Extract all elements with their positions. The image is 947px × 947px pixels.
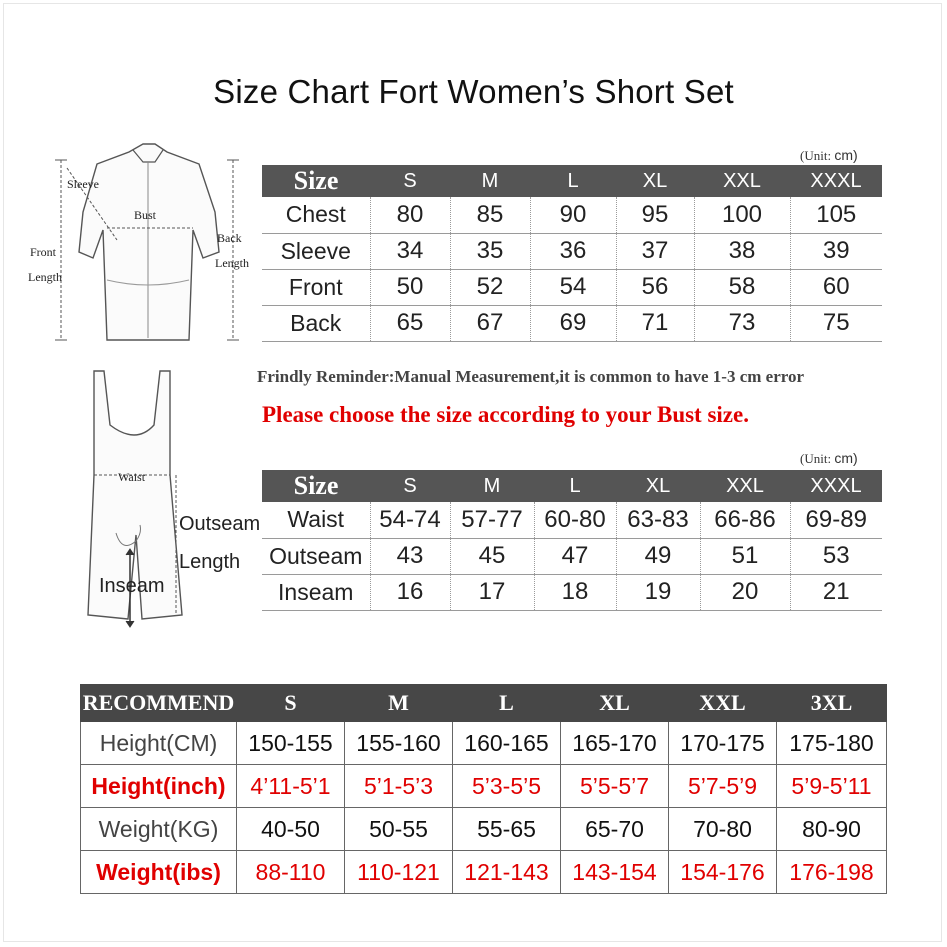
size-column-header: XXL <box>669 685 777 722</box>
table-row <box>262 538 882 574</box>
row-label: Outseam <box>262 538 370 574</box>
recommend-cell: 121-143 <box>453 851 561 894</box>
recommend-table <box>80 684 887 894</box>
table-cell: 16 <box>370 574 450 610</box>
size-column-header: XXL <box>694 165 790 197</box>
size-column-header: L <box>534 470 616 502</box>
size-column-header: M <box>345 685 453 722</box>
recommend-row-label: Height(inch) <box>81 765 237 808</box>
row-label: Inseam <box>262 574 370 610</box>
recommend-row <box>81 765 887 808</box>
jersey-size-table <box>262 165 882 342</box>
recommend-table-body <box>81 685 887 894</box>
table-cell: 60-80 <box>534 502 616 538</box>
back-length-label-1: Back <box>217 231 242 245</box>
table-cell: 105 <box>790 197 882 233</box>
recommend-header-cell: RECOMMEND <box>81 685 237 722</box>
shorts-size-table-body <box>262 470 882 610</box>
recommend-header-row <box>81 685 887 722</box>
page-title: Size Chart Fort Women’s Short Set <box>213 73 734 110</box>
recommend-row <box>81 851 887 894</box>
recommend-cell: 110-121 <box>345 851 453 894</box>
row-label: Chest <box>262 197 370 233</box>
table-cell: 39 <box>790 233 882 269</box>
row-label: Sleeve <box>262 233 370 269</box>
recommend-cell: 5’5-5’7 <box>561 765 669 808</box>
shorts-size-table <box>262 470 882 611</box>
recommend-row <box>81 808 887 851</box>
recommend-cell: 88-110 <box>237 851 345 894</box>
size-column-header: L <box>453 685 561 722</box>
table-cell: 57-77 <box>450 502 534 538</box>
recommend-cell: 150-155 <box>237 722 345 765</box>
table-cell: 69-89 <box>790 502 882 538</box>
size-column-header: XL <box>616 165 694 197</box>
size-column-header: S <box>370 470 450 502</box>
unit-suffix: cm) <box>834 450 858 466</box>
table-cell: 47 <box>534 538 616 574</box>
table-cell: 63-83 <box>616 502 700 538</box>
unit-prefix: (Unit: <box>800 451 832 466</box>
table-cell: 50 <box>370 269 450 305</box>
table-cell: 36 <box>530 233 616 269</box>
waist-label: Waist <box>118 470 146 484</box>
front-length-label-1: Front <box>30 245 57 259</box>
size-column-header: XL <box>616 470 700 502</box>
table-row <box>262 233 882 269</box>
table-cell: 17 <box>450 574 534 610</box>
table-row <box>262 305 882 341</box>
table-header-row <box>262 165 882 197</box>
table-cell: 95 <box>616 197 694 233</box>
size-column-header: M <box>450 470 534 502</box>
table-cell: 54 <box>530 269 616 305</box>
recommend-cell: 176-198 <box>777 851 887 894</box>
table-cell: 58 <box>694 269 790 305</box>
table-cell: 37 <box>616 233 694 269</box>
recommend-cell: 165-170 <box>561 722 669 765</box>
size-column-header: M <box>450 165 530 197</box>
recommend-cell: 65-70 <box>561 808 669 851</box>
recommend-cell: 5’9-5’11 <box>777 765 887 808</box>
unit-suffix: cm) <box>834 147 858 163</box>
table-cell: 51 <box>700 538 790 574</box>
recommend-cell: 4’11-5’1 <box>237 765 345 808</box>
table-cell: 90 <box>530 197 616 233</box>
jersey-size-table-body <box>262 165 882 341</box>
unit-prefix: (Unit: <box>800 148 832 163</box>
table-cell: 80 <box>370 197 450 233</box>
recommend-cell: 5’7-5’9 <box>669 765 777 808</box>
recommend-cell: 55-65 <box>453 808 561 851</box>
table-cell: 85 <box>450 197 530 233</box>
row-label: Front <box>262 269 370 305</box>
recommend-cell: 170-175 <box>669 722 777 765</box>
table-row <box>262 502 882 538</box>
table-cell: 45 <box>450 538 534 574</box>
table-cell: 52 <box>450 269 530 305</box>
recommend-cell: 143-154 <box>561 851 669 894</box>
table-header-row <box>262 470 882 502</box>
back-length-label-2: Length <box>215 256 249 270</box>
table-row <box>262 269 882 305</box>
row-label: Back <box>262 305 370 341</box>
inseam-label: Inseam <box>99 575 165 597</box>
recommend-row-label: Height(CM) <box>81 722 237 765</box>
table-cell: 38 <box>694 233 790 269</box>
table-cell: 20 <box>700 574 790 610</box>
table-cell: 19 <box>616 574 700 610</box>
table-cell: 34 <box>370 233 450 269</box>
table-cell: 60 <box>790 269 882 305</box>
size-column-header: S <box>237 685 345 722</box>
size-column-header: XL <box>561 685 669 722</box>
size-header-cell: Size <box>262 470 370 502</box>
recommend-cell: 5’3-5’5 <box>453 765 561 808</box>
table-cell: 18 <box>534 574 616 610</box>
table-cell: 65 <box>370 305 450 341</box>
table-cell: 56 <box>616 269 694 305</box>
recommend-cell: 155-160 <box>345 722 453 765</box>
front-length-label-2: Length <box>28 270 62 284</box>
table-cell: 35 <box>450 233 530 269</box>
table-cell: 71 <box>616 305 694 341</box>
recommend-cell: 5’1-5’3 <box>345 765 453 808</box>
recommend-cell: 40-50 <box>237 808 345 851</box>
size-column-header: XXXL <box>790 165 882 197</box>
table-row <box>262 574 882 610</box>
table-cell: 75 <box>790 305 882 341</box>
row-label: Waist <box>262 502 370 538</box>
sleeve-label: Sleeve <box>67 177 99 191</box>
table-cell: 69 <box>530 305 616 341</box>
size-column-header: L <box>530 165 616 197</box>
table-cell: 49 <box>616 538 700 574</box>
outseam-label-2: Length <box>179 551 241 573</box>
unit-label-bottom <box>800 450 858 467</box>
unit-label-top <box>800 147 858 164</box>
table-cell: 73 <box>694 305 790 341</box>
recommend-cell: 70-80 <box>669 808 777 851</box>
table-row <box>262 197 882 233</box>
bust-size-notice: Please choose the size according to your Bust size. <box>262 402 749 427</box>
recommend-cell: 160-165 <box>453 722 561 765</box>
table-cell: 67 <box>450 305 530 341</box>
recommend-cell: 50-55 <box>345 808 453 851</box>
size-header-cell: Size <box>262 165 370 197</box>
table-cell: 66-86 <box>700 502 790 538</box>
size-column-header: XXL <box>700 470 790 502</box>
table-cell: 100 <box>694 197 790 233</box>
size-column-header: XXXL <box>790 470 882 502</box>
recommend-row <box>81 722 887 765</box>
measurement-reminder: Frindly Reminder:Manual Measurement,it is common to have 1-3 cm error <box>257 367 805 386</box>
recommend-cell: 175-180 <box>777 722 887 765</box>
recommend-row-label: Weight(ibs) <box>81 851 237 894</box>
bust-label: Bust <box>134 208 157 222</box>
table-cell: 53 <box>790 538 882 574</box>
table-cell: 21 <box>790 574 882 610</box>
size-column-header: S <box>370 165 450 197</box>
table-cell: 54-74 <box>370 502 450 538</box>
size-column-header: 3XL <box>777 685 887 722</box>
table-cell: 43 <box>370 538 450 574</box>
outseam-label-1: Outseam <box>179 513 261 535</box>
recommend-cell: 154-176 <box>669 851 777 894</box>
recommend-row-label: Weight(KG) <box>81 808 237 851</box>
recommend-cell: 80-90 <box>777 808 887 851</box>
